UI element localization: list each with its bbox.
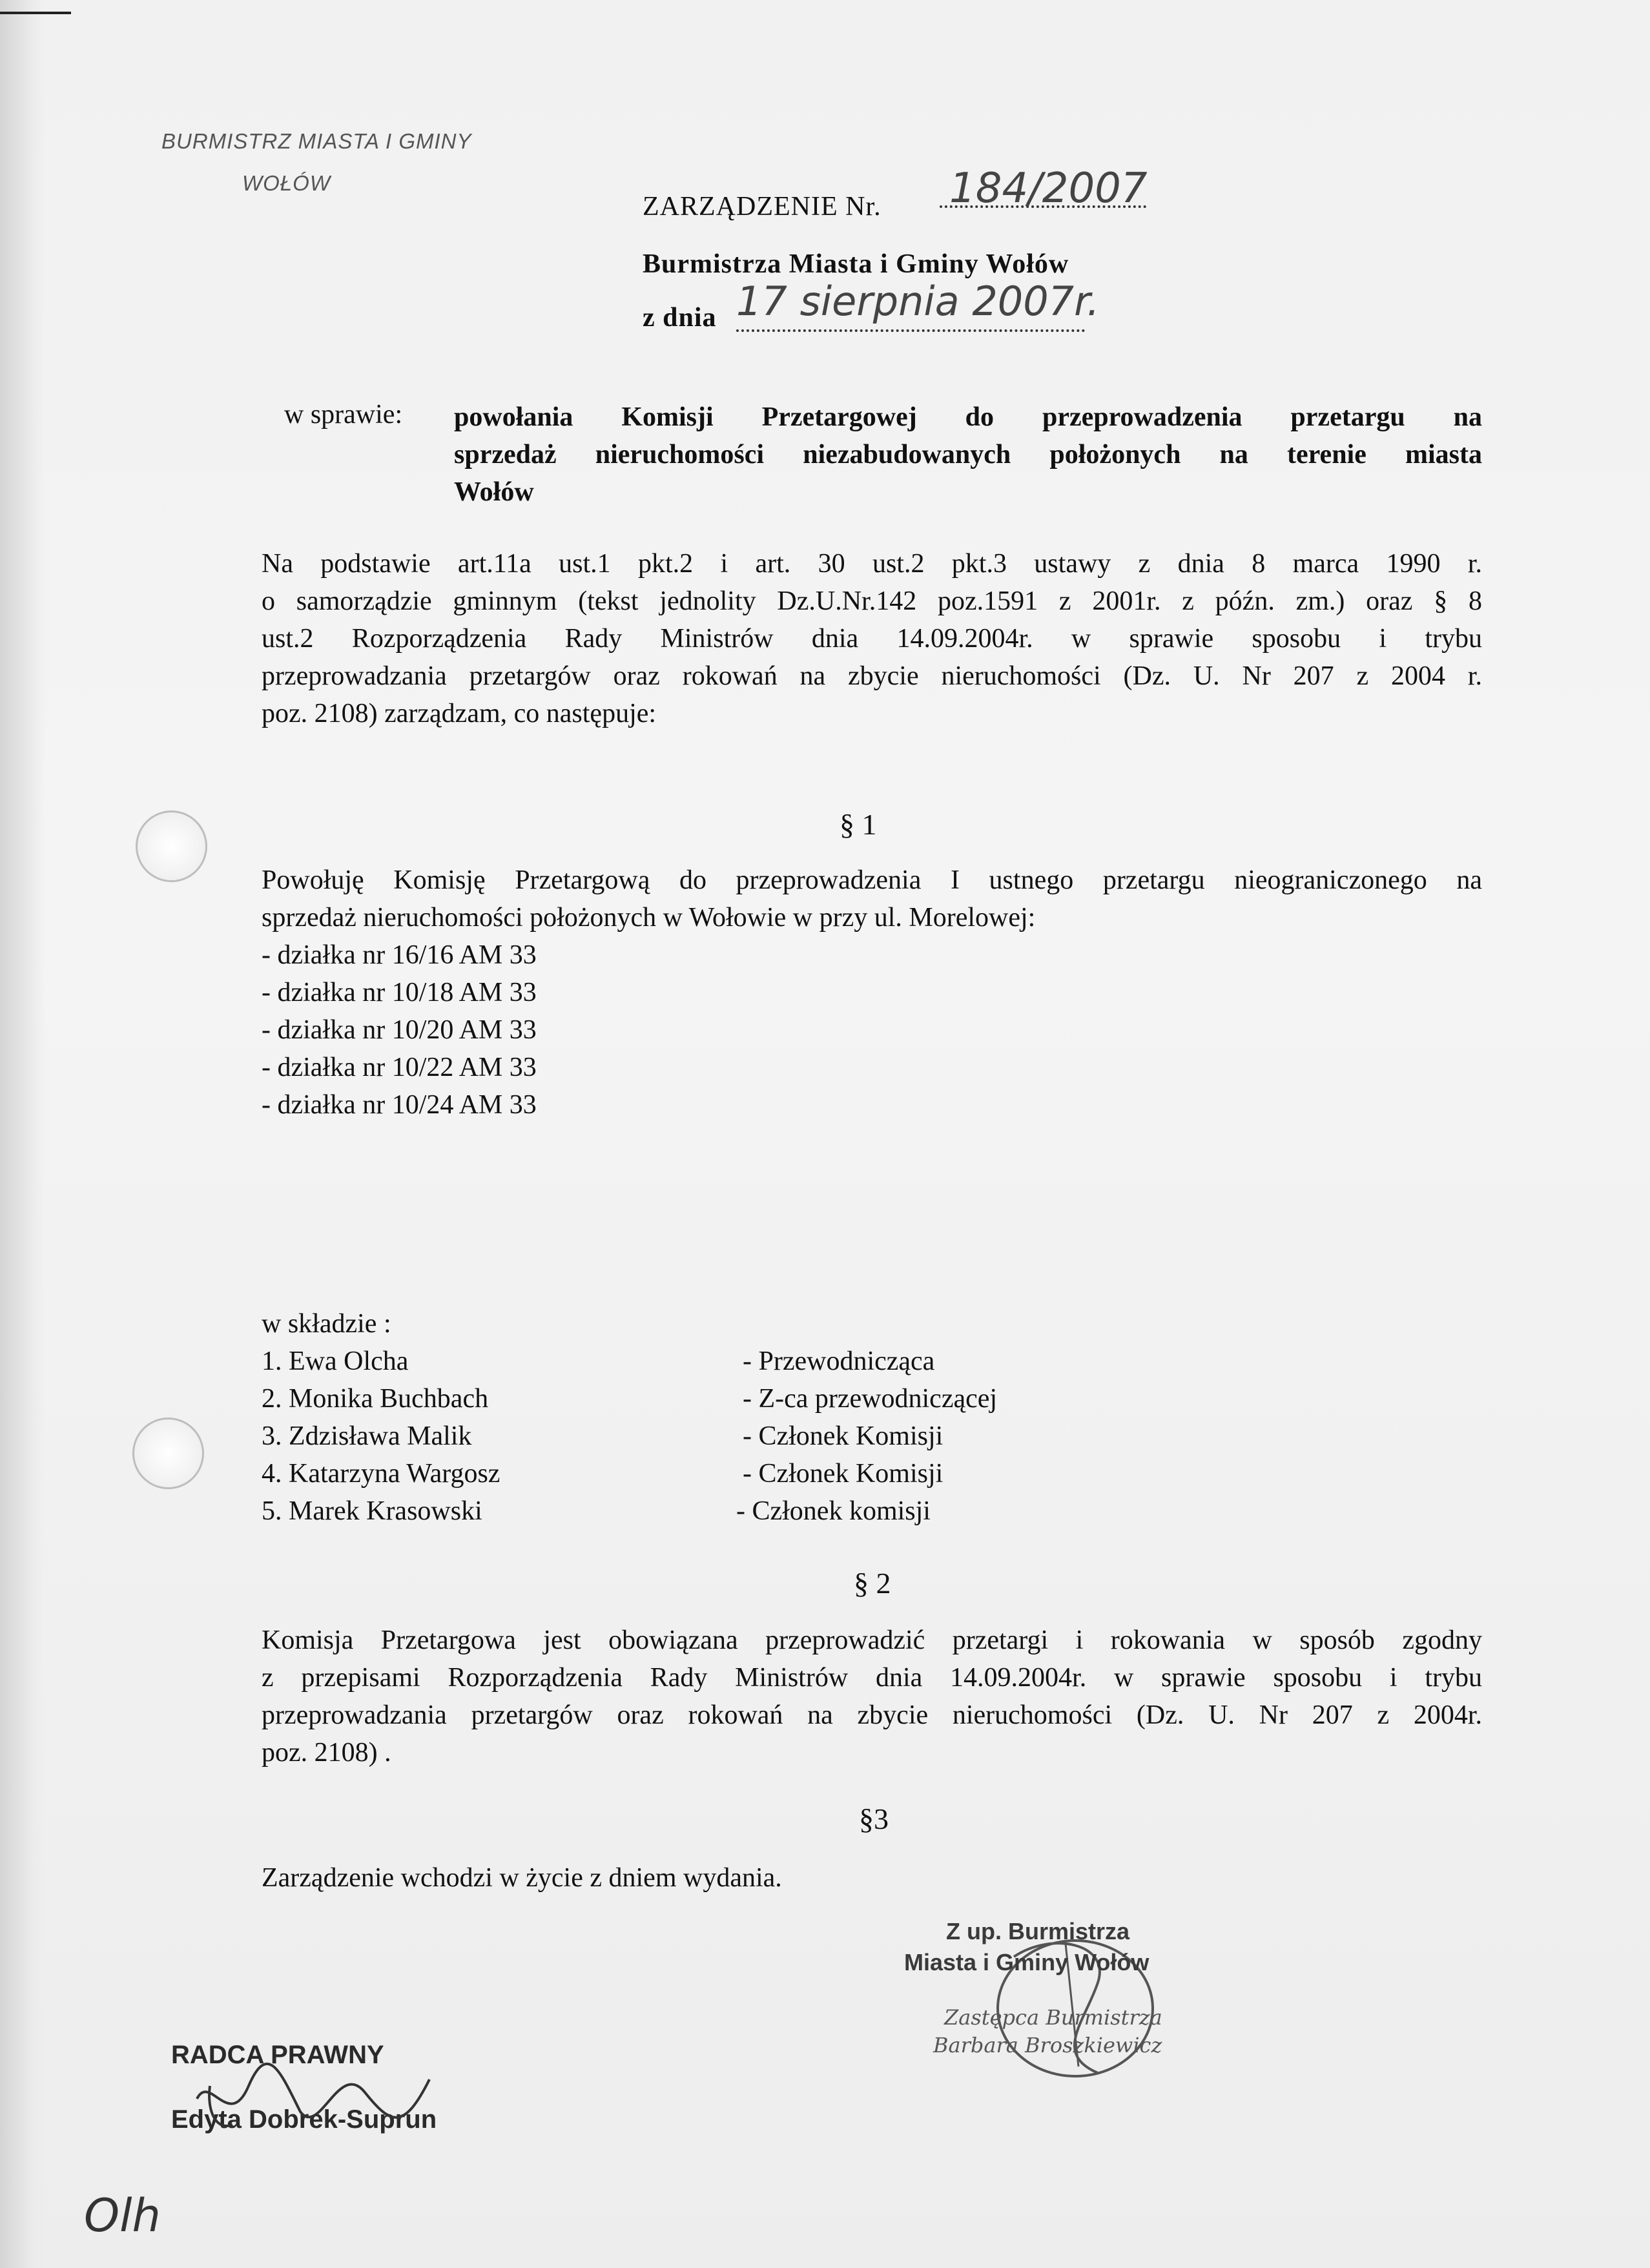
section2-line3: przeprowadzania przetargów oraz rokowań na zbycie nieruchomości (Dz. U. Nr 207 z 2004r. [262,1700,1482,1730]
section2-line4: poz. 2108) . [262,1738,391,1768]
legal-stamp-line2: Edyta Dobrek-Suprun [171,2105,437,2134]
office-stamp-line2: WOŁÓW [242,171,331,195]
section1-intro-line1: Powołuję Komisję Przetargową do przeprowadzenia I ustnego przetargu nieograniczonego na [262,865,1482,895]
subject-label: w sprawie: [284,400,403,429]
basis-line1: Na podstawie art.11a ust.1 pkt.2 i art. 30 ust.2 pkt.3 ustawy z dnia 8 marca 1990 r. [262,549,1482,579]
section2-heading: § 2 [854,1567,891,1600]
member-role-1: - Przewodnicząca [743,1346,935,1376]
member-name-3: 3. Zdzisława Malik [262,1421,472,1451]
subject-line2: sprzedaż nieruchomości niezabudowanych położonych na terenie miasta [454,440,1482,469]
signature-stamp-line3: Zastępca Burmistrza [944,2005,1162,2030]
section1-heading: § 1 [840,808,877,841]
handwritten-initials: Olh [84,2189,161,2242]
plot-item-3: - działka nr 10/20 AM 33 [262,1015,537,1045]
legal-signature-scribble-icon [171,2034,481,2150]
section3-heading: §3 [859,1802,889,1835]
legal-stamp-line1: RADCA PRAWNY [171,2041,384,2069]
office-stamp-line1: BURMISTRZ MIASTA I GMINY [161,129,472,153]
basis-line5: poz. 2108) zarządzam, co następuje: [262,699,657,728]
scan-top-mark [0,12,71,14]
plot-item-5: - działka nr 10/24 AM 33 [262,1090,537,1120]
title-prefix: ZARZĄDZENIE Nr. [643,192,882,222]
plot-item-4: - działka nr 10/22 AM 33 [262,1053,537,1082]
member-name-1: 1. Ewa Olcha [262,1346,409,1376]
signature-stamp-line4: Barbara Broszkiewicz [933,2033,1162,2057]
issuer-line: Burmistrza Miasta i Gminy Wołów [643,249,1069,279]
subject-line1: powołania Komisji Przetargowej do przeprowadzenia przetargu na [454,402,1482,432]
subject-line3: Wołów [454,477,534,507]
member-role-2: - Z-ca przewodniczącej [743,1384,998,1414]
section2-line1: Komisja Przetargowa jest obowiązana przeprowadzić przetargi i rokowania w sposób zgodny [262,1625,1482,1655]
basis-line2: o samorządzie gminnym (tekst jednolity Dz.U.Nr.142 poz.1591 z 2001r. z późn. zm.) oraz § 8 [262,586,1482,616]
member-name-5: 5. Marek Krasowski [262,1496,482,1526]
section1-intro-line2: sprzedaż nieruchomości położonych w Wołowie w przy ul. Morelowej: [262,903,1036,933]
plot-item-1: - działka nr 16/16 AM 33 [262,940,537,970]
member-role-5: - Członek komisji [736,1496,931,1526]
section3-text: Zarządzenie wchodzi w życie z dniem wydania. [262,1863,782,1893]
legal-advisor-stamp [171,2034,481,2150]
punch-hole-bottom [132,1418,204,1489]
basis-line4: przeprowadzania przetargów oraz rokowań na zbycie nieruchomości (Dz. U. Nr 207 z 2004 r. [262,661,1482,691]
handwritten-number: 184/2007 [949,165,1148,212]
punch-hole-top [136,810,207,882]
member-name-2: 2. Monika Buchbach [262,1384,489,1414]
signature-stamp-line1: Z up. Burmistrza [946,1918,1130,1944]
plot-item-2: - działka nr 10/18 AM 33 [262,978,537,1007]
member-role-3: - Członek Komisji [743,1421,944,1451]
section2-line2: z przepisami Rozporządzenia Rady Ministrów dnia 14.09.2004r. w sprawie sposobu i trybu [262,1663,1482,1693]
composition-label: w składzie : [262,1309,391,1339]
handwritten-date: 17 sierpnia 2007r. [736,278,1100,325]
member-name-4: 4. Katarzyna Wargosz [262,1459,500,1489]
member-role-4: - Członek Komisji [743,1459,944,1489]
date-dots [736,329,1085,332]
signature-block [904,1905,1240,2099]
document-title [643,191,882,222]
date-prefix: z dnia [643,303,717,333]
signature-stamp-line2: Miasta i Gminy Wołów [904,1949,1150,1975]
basis-line3: ust.2 Rozporządzenia Rady Ministrów dnia 14.09.2004r. w sprawie sposobu i trybu [262,624,1482,654]
scan-edge-shadow [0,0,45,2268]
